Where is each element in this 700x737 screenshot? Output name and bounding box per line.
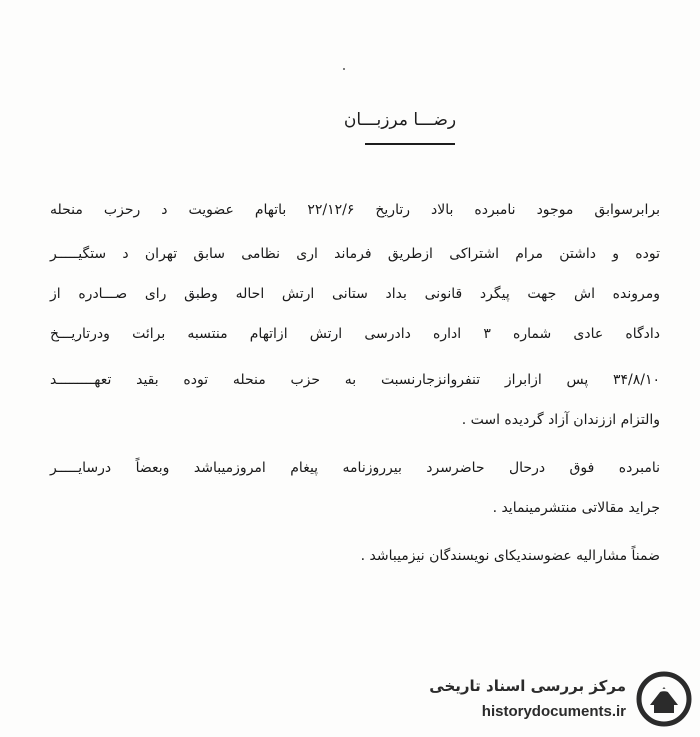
- body-line-1: برابرسوابق موجود نامبرده بالاد رتاریخ ۲۲/۱۲/۶ باتهام عضویت د رحزب منحله: [50, 202, 660, 218]
- heading-underline: [365, 143, 455, 145]
- body-line-4: دادگاه عادی شماره ۳ اداره دادرسی ارتش ازاتهام منتسبه برائت ودرتاریـــخ: [50, 326, 660, 342]
- body-line-6: والتزام اززندان آزاد گردیده است .: [461, 412, 660, 428]
- body-line-3: ومرونده اش جهت پیگرد قانونی بداد ستانی ارتش احاله وطبق رای صـــادره از: [50, 286, 660, 302]
- body-line-5: ۳۴/۸/۱۰ پس ازابراز تنفروانزجارنسبت به حزب منحله توده بقید تعهـــــــــد: [50, 372, 660, 388]
- scan-speck: [343, 68, 345, 70]
- body-line-2: توده و داشتن مرام اشتراکی ازطریق فرماند اری نظامی سابق تهران د ستگیـــــر: [50, 246, 660, 262]
- body-line-8: جراید مقالاتی منتشرمینماید .: [492, 500, 660, 516]
- body-line-7: نامبرده فوق درحال حاضرسرد بیرروزنامه پیغام امروزمیباشد وبعضاً درسایـــــر: [50, 460, 660, 476]
- archive-logo-icon: [636, 671, 692, 727]
- body-line-9: ضمناً مشارالیه عضوسندیکای نویسندگان نیزمیباشد .: [360, 548, 660, 564]
- archive-watermark: [392, 671, 692, 731]
- archive-website: historydocuments.ir: [481, 703, 626, 720]
- archive-title: مرکز بررسی اسناد تاریخی: [429, 677, 626, 695]
- document-heading: رضـــا مرزبـــان: [343, 110, 457, 130]
